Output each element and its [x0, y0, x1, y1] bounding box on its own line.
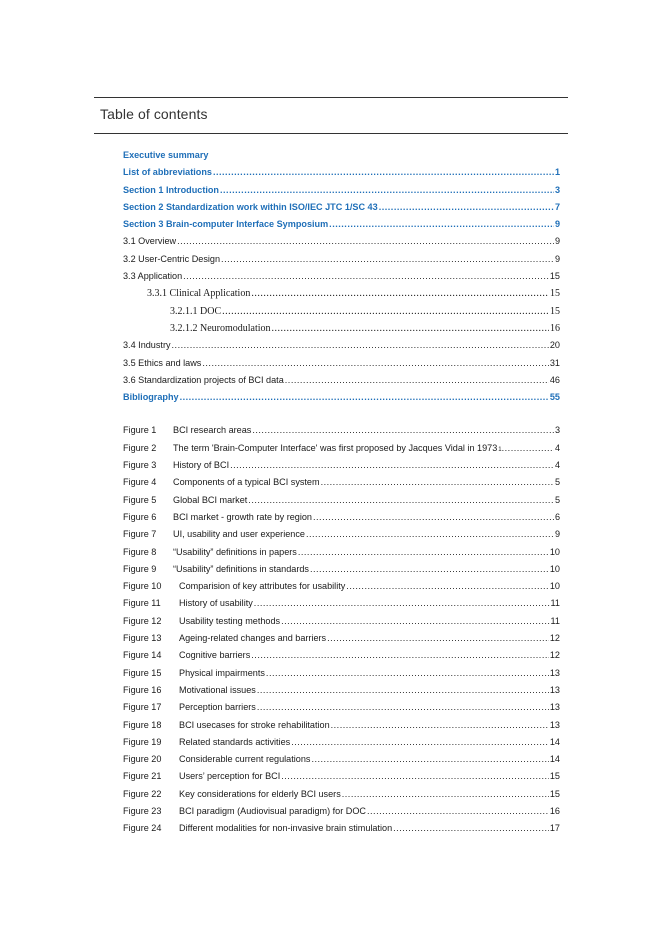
- toc-entry-label: 3.4 Industry: [123, 340, 171, 351]
- dot-leader: [221, 254, 554, 264]
- dot-leader: [257, 685, 549, 695]
- figure-entry[interactable]: [123, 754, 560, 771]
- toc-entry-label: 3.2.1.1 DOC: [170, 305, 222, 317]
- dot-leader: [298, 547, 549, 557]
- figure-entry[interactable]: [123, 685, 560, 702]
- figure-number: Figure 20: [123, 754, 162, 765]
- figure-number: Figure 8: [123, 546, 157, 557]
- figure-number: Figure 4: [123, 477, 157, 488]
- dot-leader: [281, 771, 549, 781]
- figure-number: Figure 23: [123, 805, 162, 816]
- figure-label: BCI research areas: [173, 425, 252, 436]
- toc-entry-page: 15: [550, 288, 560, 300]
- figure-page: 10: [549, 546, 560, 557]
- figure-label: Components of a typical BCI system: [173, 477, 320, 488]
- figure-page: 5: [554, 494, 560, 505]
- toc-entry-page: 20: [549, 340, 560, 351]
- figure-entry[interactable]: [123, 598, 560, 615]
- figure-page: 5: [554, 477, 560, 488]
- toc-entry-label: List of abbreviations: [123, 167, 212, 178]
- dot-leader: [313, 512, 554, 522]
- figure-page: 15: [549, 771, 560, 782]
- figure-page: 4: [554, 460, 560, 471]
- figure-label: Cognitive barriers: [179, 650, 251, 661]
- toc-sections: [123, 167, 560, 409]
- figure-number: Figure 5: [123, 494, 157, 505]
- dot-leader: [272, 323, 549, 334]
- figure-page: 17: [549, 823, 560, 834]
- figure-page: 14: [549, 754, 560, 765]
- dot-leader: [502, 443, 554, 453]
- toc-entry-label: 3.3 Application: [123, 271, 183, 282]
- figure-label: Physical impairments: [179, 667, 265, 678]
- figure-entry[interactable]: [123, 789, 560, 806]
- spacer: [123, 409, 560, 425]
- dot-leader: [213, 167, 554, 177]
- figure-entry[interactable]: [123, 806, 560, 823]
- figure-label: Motivational issues: [179, 684, 256, 695]
- figure-entry[interactable]: [123, 512, 560, 529]
- toc-entry[interactable]: [123, 185, 560, 202]
- dot-leader: [266, 668, 549, 678]
- figure-page: 12: [549, 633, 560, 644]
- dot-leader: [180, 392, 549, 402]
- toc-entry-label: 3.1 Overview: [123, 236, 177, 247]
- figure-label: BCI usecases for stroke rehabilitation: [179, 719, 330, 730]
- page-title: Table of contents: [100, 106, 208, 122]
- figure-entry[interactable]: [123, 650, 560, 667]
- toc-entry[interactable]: [123, 323, 560, 340]
- dot-leader: [311, 754, 548, 764]
- figure-entry[interactable]: [123, 529, 560, 546]
- figure-label: Perception barriers: [179, 702, 256, 713]
- toc-entry-label: 3.2 User-Centric Design: [123, 253, 221, 264]
- toc-entry-page: 9: [554, 253, 560, 264]
- toc-entry-label: 3.2.1.2 Neuromodulation: [170, 322, 271, 334]
- dot-leader: [285, 375, 549, 385]
- figure-page: 16: [549, 805, 560, 816]
- dot-leader: [327, 633, 549, 643]
- figure-label: “Usability” definitions in standards: [173, 563, 309, 574]
- dot-leader: [346, 581, 549, 591]
- figure-page: 6: [554, 511, 560, 522]
- figure-page: 13: [549, 684, 560, 695]
- top-rule: [94, 97, 568, 98]
- figure-number: Figure 6: [123, 511, 157, 522]
- toc-entry-label: Bibliography: [123, 392, 179, 403]
- toc-entry-page: 31: [549, 357, 560, 368]
- figure-label: Global BCI market: [173, 494, 248, 505]
- toc-executive-summary[interactable]: Executive summary: [123, 150, 209, 160]
- toc-entry[interactable]: [123, 306, 560, 323]
- figure-number: Figure 3: [123, 460, 157, 471]
- dot-leader: [248, 495, 554, 505]
- toc-entry[interactable]: [123, 271, 560, 288]
- figure-label: The term 'Brain-Computer Interface' was first proposed by Jacques Vidal in 1973: [173, 442, 498, 453]
- figure-page: 11: [550, 598, 560, 609]
- figure-label: History of usability: [179, 598, 253, 609]
- toc-entry-page: 7: [554, 201, 560, 212]
- figure-entry[interactable]: [123, 495, 560, 512]
- dot-leader: [220, 185, 554, 195]
- figure-page: 10: [549, 581, 560, 592]
- toc-entry-label: 3.6 Standardization projects of BCI data: [123, 374, 284, 385]
- figure-page: 10: [549, 563, 560, 574]
- figure-entry[interactable]: [123, 581, 560, 598]
- dot-leader: [177, 236, 554, 246]
- figure-label: Comparision of key attributes for usability: [179, 581, 346, 592]
- figure-number: Figure 22: [123, 788, 162, 799]
- dot-leader: [329, 219, 554, 229]
- dot-leader: [251, 650, 549, 660]
- figure-label: Usability testing methods: [179, 615, 281, 626]
- dot-leader: [183, 271, 549, 281]
- dot-leader: [251, 288, 549, 299]
- dot-leader: [321, 477, 554, 487]
- toc-entry-page: 55: [549, 392, 560, 403]
- figure-page: 13: [549, 702, 560, 713]
- figure-label: Key considerations for elderly BCI users: [179, 788, 341, 799]
- figure-number: Figure 24: [123, 823, 162, 834]
- toc-entry[interactable]: [123, 375, 560, 392]
- figure-entry[interactable]: [123, 616, 560, 633]
- dot-leader: [342, 789, 549, 799]
- figure-entry[interactable]: [123, 547, 560, 564]
- figure-number: Figure 1: [123, 425, 157, 436]
- figure-number: Figure 7: [123, 529, 157, 540]
- figure-label: Considerable current regulations: [179, 754, 311, 765]
- toc-entry-label: Section 1 Introduction: [123, 184, 219, 195]
- figure-entry[interactable]: [123, 443, 560, 460]
- toc-entry-page: 3: [554, 184, 560, 195]
- figure-entry[interactable]: [123, 668, 560, 685]
- figure-number: Figure 13: [123, 633, 162, 644]
- figure-label: Different modalities for non-invasive brain stimulation: [179, 823, 393, 834]
- dot-leader: [222, 306, 549, 317]
- figure-number: Figure 10: [123, 581, 162, 592]
- toc-entry-page: 15: [550, 305, 560, 317]
- toc-figures: [123, 425, 560, 840]
- figure-label: Ageing-related changes and barriers: [179, 633, 327, 644]
- footnote-marker: 1: [498, 446, 502, 453]
- dot-leader: [172, 340, 549, 350]
- toc-entry-page: 15: [549, 271, 560, 282]
- dot-leader: [306, 529, 554, 539]
- dot-leader: [281, 616, 549, 626]
- figure-entry[interactable]: [123, 702, 560, 719]
- toc-entry-label: Section 3 Brain-computer Interface Symposium: [123, 219, 329, 230]
- figure-number: Figure 19: [123, 736, 162, 747]
- toc-entry[interactable]: [123, 236, 560, 253]
- figure-number: Figure 14: [123, 650, 162, 661]
- toc-entry[interactable]: [123, 392, 560, 409]
- figure-number: Figure 16: [123, 684, 162, 695]
- dot-leader: [202, 358, 549, 368]
- figure-label: BCI market - growth rate by region: [173, 511, 312, 522]
- toc-entry-page: 9: [554, 219, 560, 230]
- dot-leader: [257, 702, 549, 712]
- figure-label: Users’ perception for BCI: [179, 771, 281, 782]
- figure-entry[interactable]: [123, 564, 560, 581]
- toc-entry[interactable]: [123, 340, 560, 357]
- figure-page: 3: [554, 425, 560, 436]
- toc-entry[interactable]: [123, 358, 560, 375]
- figure-page: 13: [549, 719, 560, 730]
- dot-leader: [291, 737, 549, 747]
- figure-number: Figure 21: [123, 771, 162, 782]
- figure-label: BCI paradigm (Audiovisual paradigm) for DOC: [179, 805, 366, 816]
- figure-entry[interactable]: [123, 720, 560, 737]
- dot-leader: [252, 425, 554, 435]
- figure-number: Figure 18: [123, 719, 162, 730]
- toc-entry[interactable]: [123, 219, 560, 236]
- dot-leader: [254, 598, 550, 608]
- toc-entry-page: 46: [549, 374, 560, 385]
- figure-entry[interactable]: [123, 477, 560, 494]
- figure-page: 9: [554, 529, 560, 540]
- figure-number: Figure 2: [123, 442, 157, 453]
- toc-entry-page: 1: [554, 167, 560, 178]
- dot-leader: [367, 806, 549, 816]
- figure-entry[interactable]: [123, 633, 560, 650]
- figure-label: UI, usability and user experience: [173, 529, 305, 540]
- figure-page: 12: [549, 650, 560, 661]
- toc-entry[interactable]: [123, 254, 560, 271]
- figure-number: Figure 12: [123, 615, 162, 626]
- bottom-rule: [94, 133, 568, 134]
- toc-entry[interactable]: [123, 167, 560, 184]
- figure-entry[interactable]: [123, 425, 560, 442]
- dot-leader: [393, 823, 549, 833]
- figure-label: History of BCI: [173, 460, 230, 471]
- figure-number: Figure 11: [123, 598, 161, 609]
- toc-entry[interactable]: [123, 288, 560, 305]
- figure-entry[interactable]: [123, 737, 560, 754]
- figure-page: 13: [549, 667, 560, 678]
- figure-number: Figure 9: [123, 563, 157, 574]
- figure-entry[interactable]: [123, 460, 560, 477]
- toc-entry-label: Section 2 Standardization work within ISO/IEC JTC 1/SC 43: [123, 201, 378, 212]
- toc-entry-label: 3.5 Ethics and laws: [123, 357, 202, 368]
- toc-entry-page: 9: [554, 236, 560, 247]
- figure-page: 4: [554, 442, 560, 453]
- table-of-contents: [123, 150, 560, 841]
- dot-leader: [230, 460, 554, 470]
- dot-leader: [379, 202, 554, 212]
- toc-entry-page: 16: [550, 322, 560, 334]
- toc-entry[interactable]: [123, 202, 560, 219]
- figure-entry[interactable]: [123, 823, 560, 840]
- figure-page: 14: [549, 736, 560, 747]
- toc-entry-label: 3.3.1 Clinical Application: [147, 288, 251, 300]
- figure-page: 11: [550, 615, 560, 626]
- figure-number: Figure 17: [123, 702, 162, 713]
- figure-page: 15: [549, 788, 560, 799]
- figure-number: Figure 15: [123, 667, 162, 678]
- dot-leader: [331, 720, 549, 730]
- figure-label: “Usability” definitions in papers: [173, 546, 297, 557]
- dot-leader: [310, 564, 549, 574]
- figure-entry[interactable]: [123, 771, 560, 788]
- figure-label: Related standards activities: [179, 736, 291, 747]
